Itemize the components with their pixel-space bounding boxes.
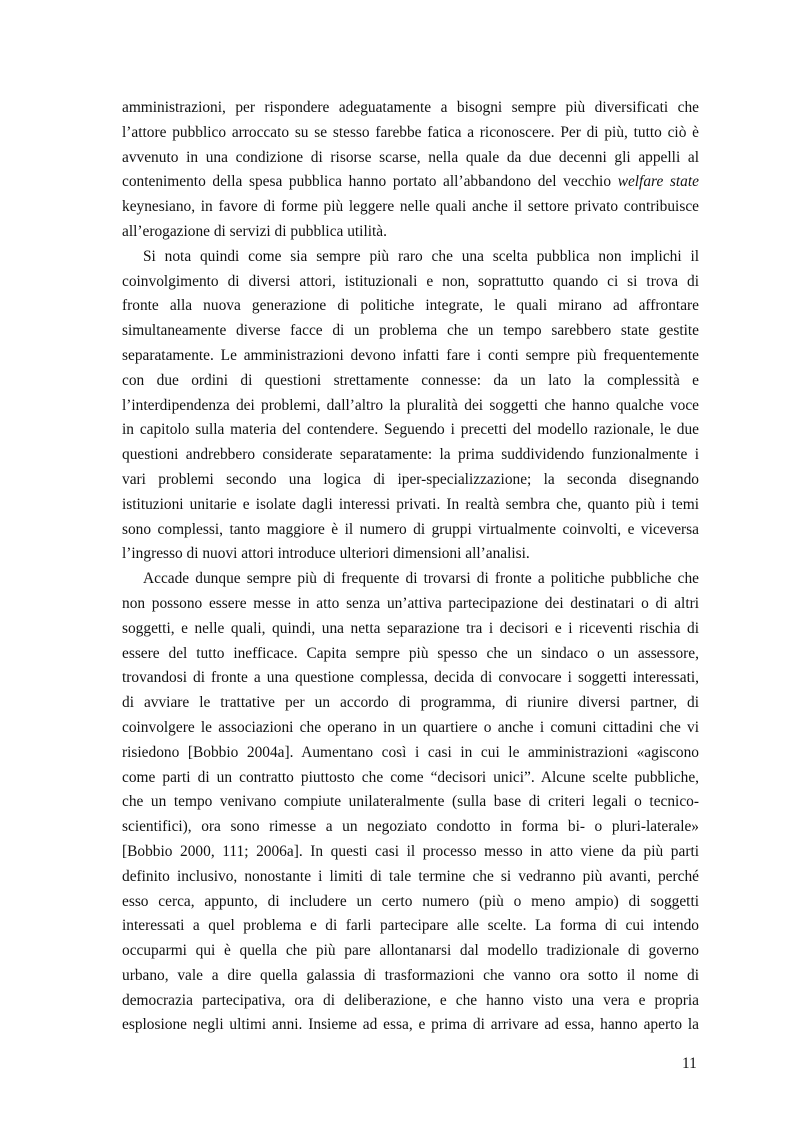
italic-term: welfare state [617, 173, 699, 191]
text-line: l’interdipendenza dei problemi, dall’altro la pluralità dei soggetti che hanno qualche voce [122, 396, 699, 414]
text-line: coinvolgere le associazioni che operano in un quartiere o anche i comuni cittadini che vi [122, 718, 699, 736]
text-line: interessati a quel problema e di farli partecipare alle scelte. La forma di cui intendo [122, 917, 699, 935]
text-line: democrazia partecipativa, ora di deliberazione, e che hanno visto una vera e propria [122, 991, 699, 1009]
text-line: urbano, vale a dire quella galassia di trasformazioni che vanno ora sotto il nome di [122, 966, 699, 984]
text-line: come parti di un contratto piuttosto che come “decisori unici”. Alcune scelte pubbliche, [122, 768, 699, 786]
page-number: 11 [682, 1055, 697, 1072]
text-line: che un tempo venivano compiute unilateralmente (sulla base di criteri legali o tecnico- [122, 793, 699, 811]
text-line: simultaneamente diverse facce di un problema che un tempo sarebbero state gestite [122, 322, 699, 340]
text-line: [Bobbio 2000, 111; 2006a]. In questi casi il processo messo in atto viene da più parti [122, 842, 699, 860]
text-line: l’attore pubblico arroccato su se stesso farebbe fatica a riconoscere. Per di più, tutto ciò è [122, 123, 699, 141]
text-line-segment: contenimento della spesa pubblica hanno portato all’abbandono del vecchio [122, 173, 612, 191]
text-line: Accade dunque sempre più di frequente di trovarsi di fronte a politiche pubbliche che [143, 570, 699, 588]
text-line: istituzioni unitarie e isolate dagli interessi privati. In realtà sembra che, quanto più i temi [122, 495, 699, 513]
text-line [122, 170, 699, 195]
text-line: sono complessi, tanto maggiore è il numero di gruppi virtualmente coinvolti, e viceversa [122, 520, 699, 538]
text-line: fronte alla nuova generazione di politiche integrate, le quali mirano ad affrontare [122, 297, 699, 315]
text-line: amministrazioni, per rispondere adeguatamente a bisogni sempre più diversificati che [122, 99, 699, 116]
text-line: Si nota quindi come sia sempre più raro che una scelta pubblica non implichi il [143, 247, 699, 265]
text-line: vari problemi secondo una logica di iper-specializzazione; la seconda disegnando [122, 470, 699, 488]
text-line: occuparmi qui è quella che più pare allontanarsi dal modello tradizionale di governo [122, 942, 699, 960]
text-line: scientifici), ora sono rimesse a un negoziato condotto in forma bi- o pluri-laterale» [122, 818, 699, 836]
text-line: essere del tutto inefficace. Capita sempre più spesso che un sindaco o un assessore, [122, 644, 699, 662]
text-line: l’ingresso di nuovi attori introduce ulteriori dimensioni all’analisi. [122, 545, 530, 563]
text-line: keynesiano, in favore di forme più leggere nelle quali anche il settore privato contribuisce [122, 198, 699, 216]
text-line: separatamente. Le amministrazioni devono infatti fare i conti sempre più frequentemente [122, 346, 699, 364]
text-line: questioni andrebbero considerate separatamente: la prima suddividendo funzionalmente i [122, 446, 699, 464]
text-line: all’erogazione di servizi di pubblica utilità. [122, 222, 387, 240]
text-line: esplosione negli ultimi anni. Insieme ad essa, e prima di arrivare ad essa, hanno aperto la [122, 1016, 699, 1034]
text-line: di avviare le trattative per un accordo di programma, di riunire diversi partner, di [122, 694, 699, 712]
text-line: trovandosi di fronte a una questione complessa, decida di convocare i soggetti interessati, [122, 669, 699, 687]
text-line: coinvolgimento di diversi attori, istituzionali e non, soprattutto quando ci si trova di [122, 272, 699, 290]
text-line: definito inclusivo, nonostante i limiti di tale termine che si vedranno più avanti, perché [122, 867, 699, 885]
text-line: soggetti, e nelle quali, quindi, una netta separazione tra i decisori e i riceventi rischia di [122, 619, 699, 637]
text-line: avvenuto in una condizione di risorse scarse, nella quale da due decenni gli appelli al [122, 148, 699, 166]
text-line: risiedono [Bobbio 2004a]. Aumentano così i casi in cui le amministrazioni «agiscono [122, 743, 699, 761]
text-line: con due ordini di questioni strettamente connesse: da un lato la complessità e [122, 371, 699, 389]
text-line: in capitolo sulla materia del contendere. Seguendo i precetti del modello razionale, le due [122, 421, 699, 439]
text-line: non possono essere messe in atto senza un’attiva partecipazione dei destinatari o di altri [122, 594, 699, 612]
text-line: esso cerca, appunto, di includere un certo numero (più o meno ampio) di soggetti [122, 892, 699, 910]
body-text [122, 96, 699, 1038]
